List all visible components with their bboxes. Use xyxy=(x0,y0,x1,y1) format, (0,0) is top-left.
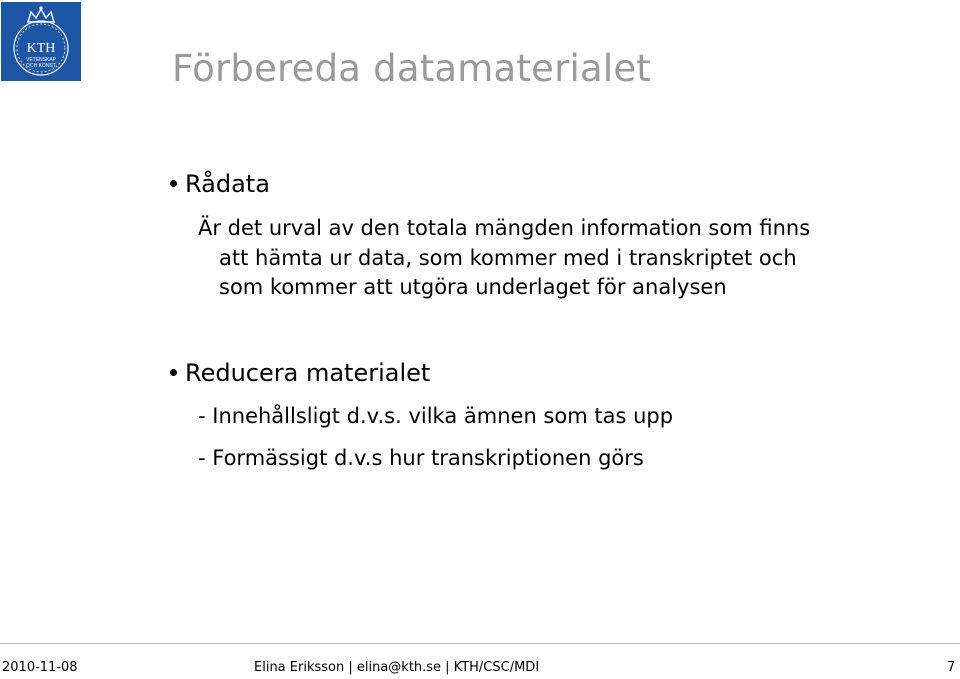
subitem-formassigt: - Formässigt d.v.s hur transkriptionen görs xyxy=(198,446,644,470)
bullet-radata xyxy=(170,170,270,198)
bullet-dot xyxy=(170,180,177,187)
description-line: Är det urval av den totala mängden information som finns xyxy=(198,216,811,240)
logo-text-sub1: VETENSKAP xyxy=(25,57,57,63)
bullet-label: Reducera materialet xyxy=(185,359,431,387)
logo-text-kth: KTH xyxy=(26,41,56,56)
bullet-reducera xyxy=(170,359,430,387)
kth-logo xyxy=(1,2,81,81)
bullet-dot xyxy=(170,369,177,376)
slide-title: Förbereda datamaterialet xyxy=(172,47,651,90)
footer-author: Elina Eriksson | elina@kth.se | KTH/CSC/MDI xyxy=(254,660,540,675)
description-line: att hämta ur data, som kommer med i transkriptet och xyxy=(219,245,797,270)
logo-text-sub2: OCH KONST xyxy=(26,63,56,69)
footer-page-number: 7 xyxy=(947,660,956,675)
footer-divider xyxy=(0,643,960,644)
bullet-label: Rådata xyxy=(185,170,270,198)
description-line: som kommer att utgöra underlaget för analysen xyxy=(219,275,727,299)
subitem-innehallsligt: - Innehållsligt d.v.s. vilka ämnen som tas upp xyxy=(198,404,674,428)
footer-date: 2010-11-08 xyxy=(2,660,78,675)
radata-description xyxy=(198,214,810,303)
